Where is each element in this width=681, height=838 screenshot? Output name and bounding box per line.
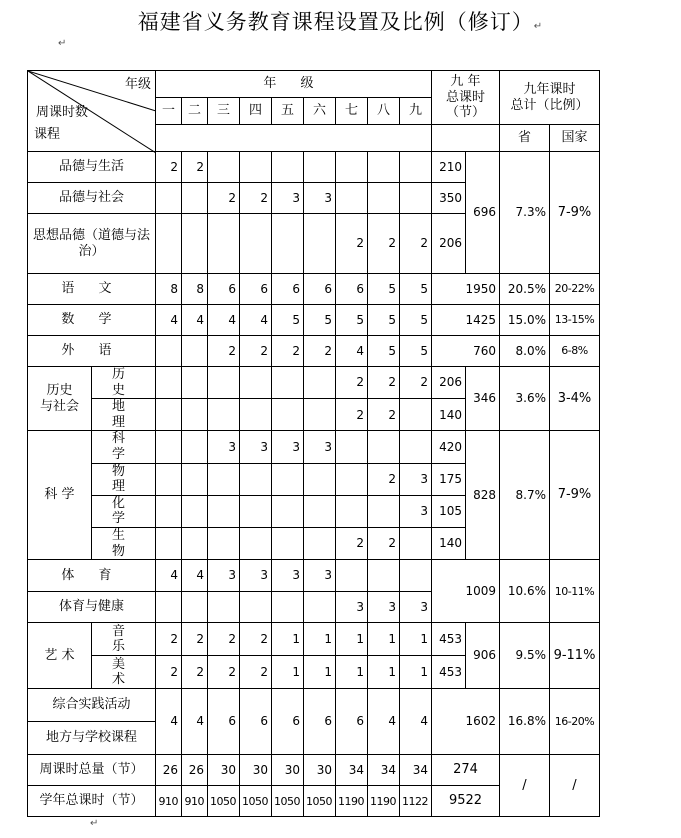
row-label: 物 理	[92, 463, 156, 495]
subtotal-cell: 420	[432, 431, 466, 463]
curriculum-table	[27, 70, 600, 817]
cell	[208, 495, 240, 527]
cell: 910	[156, 786, 182, 817]
cell: 3	[400, 463, 432, 495]
group-total: 696	[466, 152, 500, 274]
cell: 5	[400, 305, 432, 336]
cell: 34	[368, 755, 400, 786]
row-label: 美 术	[92, 656, 156, 689]
cell	[272, 527, 304, 559]
cell: 8	[156, 274, 182, 305]
group-total: 906	[466, 623, 500, 689]
table-row	[28, 623, 600, 656]
title-text: 福建省义务教育课程设置及比例（修订）	[137, 10, 534, 34]
cell	[304, 152, 336, 183]
cell: 2	[368, 463, 400, 495]
cell	[182, 463, 208, 495]
group-label: 科 学	[28, 431, 92, 560]
cell: 6	[304, 689, 336, 755]
cell: 5	[400, 274, 432, 305]
cell: 30	[208, 755, 240, 786]
subtotal-cell: 350	[432, 183, 466, 214]
ratio-header: 九年课时 总计（比例）	[500, 71, 600, 125]
row-label: 体 育	[28, 560, 156, 592]
paragraph-mark: ↵	[58, 38, 67, 49]
cell: 2	[240, 656, 272, 689]
row-label: 体育与健康	[28, 592, 156, 623]
row-label: 历 史	[92, 367, 156, 399]
cell: 6	[240, 689, 272, 755]
cell	[400, 560, 432, 592]
table-row	[28, 431, 600, 463]
subtotal-cell: 453	[432, 623, 466, 656]
cell	[208, 592, 240, 623]
nine-year-total-spacer	[432, 125, 500, 152]
table-row	[28, 274, 600, 305]
cell: 2	[208, 183, 240, 214]
cell: 30	[304, 755, 336, 786]
grade-8: 八	[368, 98, 400, 125]
cell	[272, 495, 304, 527]
cell: 4	[182, 689, 208, 755]
cell: 3	[400, 495, 432, 527]
nation-ratio: 20-22%	[550, 274, 600, 305]
cell: 1	[368, 623, 400, 656]
cell	[182, 399, 208, 431]
cell: 2	[304, 336, 336, 367]
table-row	[28, 755, 600, 786]
cell	[156, 399, 182, 431]
page-title	[0, 6, 681, 36]
row-label: 生 物	[92, 527, 156, 559]
cell	[368, 183, 400, 214]
cell	[400, 152, 432, 183]
cell: 1050	[208, 786, 240, 817]
group-total: 346	[466, 367, 500, 431]
nation-header: 国家	[550, 125, 600, 152]
table-row	[28, 336, 600, 367]
cell: 4	[208, 305, 240, 336]
cell: 5	[304, 305, 336, 336]
grade-header: 年 级	[156, 71, 432, 98]
group-total: 1602	[432, 689, 500, 755]
row-label: 化 学	[92, 495, 156, 527]
subtotal-cell: 453	[432, 656, 466, 689]
subtotal-cell: 210	[432, 152, 466, 183]
cell: 4	[182, 305, 208, 336]
cell	[336, 183, 368, 214]
cell: 2	[208, 656, 240, 689]
nation-ratio: 16-20%	[550, 689, 600, 755]
row-label: 地 理	[92, 399, 156, 431]
cell: 2	[272, 336, 304, 367]
paragraph-mark: ↵	[533, 21, 544, 32]
cell: 1050	[272, 786, 304, 817]
cell	[240, 463, 272, 495]
cell	[304, 592, 336, 623]
cell: 3	[240, 431, 272, 463]
cell: 34	[336, 755, 368, 786]
cell: 2	[368, 399, 400, 431]
cell: 2	[156, 656, 182, 689]
province-header: 省	[500, 125, 550, 152]
province-ratio: 8.7%	[500, 431, 550, 560]
cell: 4	[368, 689, 400, 755]
row-label: 地方与学校课程	[28, 722, 156, 755]
subtotal-cell: 105	[432, 495, 466, 527]
cell: 2	[240, 183, 272, 214]
cell: 4	[400, 689, 432, 755]
cell	[182, 431, 208, 463]
cell	[272, 399, 304, 431]
nation-ratio: 6-8%	[550, 336, 600, 367]
cell: 3	[304, 560, 336, 592]
cell: 1	[368, 656, 400, 689]
total-cell: 1425	[432, 305, 500, 336]
cell: 3	[272, 431, 304, 463]
total-cell: 274	[432, 755, 500, 786]
cell	[400, 183, 432, 214]
cell	[208, 399, 240, 431]
cell: 2	[182, 656, 208, 689]
cell	[156, 367, 182, 399]
cell	[336, 463, 368, 495]
cell: 2	[400, 367, 432, 399]
cell	[336, 495, 368, 527]
cell: 3	[208, 560, 240, 592]
cell	[156, 183, 182, 214]
cell: 4	[240, 305, 272, 336]
nation-ratio: 3-4%	[550, 367, 600, 431]
row-label: 周课时总量（节）	[28, 755, 156, 786]
cell	[304, 399, 336, 431]
subtotal-cell: 206	[432, 214, 466, 274]
cell	[368, 495, 400, 527]
cell	[182, 214, 208, 274]
row-label: 数 学	[28, 305, 156, 336]
province-ratio: 15.0%	[500, 305, 550, 336]
province-ratio: 7.3%	[500, 152, 550, 274]
cell	[182, 183, 208, 214]
cell: 3	[208, 431, 240, 463]
cell: 1050	[304, 786, 336, 817]
cell	[272, 592, 304, 623]
cell: 910	[182, 786, 208, 817]
cell: 1	[304, 623, 336, 656]
cell: 26	[156, 755, 182, 786]
group-label: 艺 术	[28, 623, 92, 689]
cell	[272, 463, 304, 495]
total-cell: 9522	[432, 786, 500, 817]
cell: 2	[400, 214, 432, 274]
cell	[156, 592, 182, 623]
cell: 2	[208, 336, 240, 367]
cell: 6	[208, 689, 240, 755]
cell: 5	[272, 305, 304, 336]
subtotal-cell: 206	[432, 367, 466, 399]
cell	[400, 527, 432, 559]
group-total: 828	[466, 431, 500, 560]
cell	[304, 527, 336, 559]
cell: 6	[240, 274, 272, 305]
cell: 5	[368, 274, 400, 305]
cell: 3	[272, 560, 304, 592]
cell	[304, 367, 336, 399]
table-row	[28, 560, 600, 592]
cell	[240, 527, 272, 559]
cell	[208, 527, 240, 559]
cell	[208, 463, 240, 495]
cell	[182, 592, 208, 623]
cell: 6	[336, 274, 368, 305]
cell: 3	[240, 560, 272, 592]
grade-6: 六	[304, 98, 336, 125]
grade-5: 五	[272, 98, 304, 125]
cell	[240, 152, 272, 183]
subtotal-cell: 140	[432, 399, 466, 431]
cell	[240, 367, 272, 399]
table-row	[28, 367, 600, 399]
cell: 1122	[400, 786, 432, 817]
paragraph-mark: ↵	[90, 818, 99, 829]
cell	[400, 399, 432, 431]
cell	[156, 214, 182, 274]
corner-weekly: 周课时数	[36, 105, 89, 120]
group-label: 历史 与社会	[28, 367, 92, 431]
cell: 6	[336, 689, 368, 755]
cell: 1	[304, 656, 336, 689]
province-slash: /	[500, 755, 550, 817]
cell: 4	[182, 560, 208, 592]
nation-ratio: 10-11%	[550, 560, 600, 623]
cell: 30	[240, 755, 272, 786]
cell: 2	[368, 367, 400, 399]
subtotal-cell: 140	[432, 527, 466, 559]
corner-header	[28, 71, 156, 152]
cell: 2	[336, 367, 368, 399]
cell: 3	[272, 183, 304, 214]
row-label: 学年总课时（节）	[28, 786, 156, 817]
row-label: 音 乐	[92, 623, 156, 656]
cell	[182, 527, 208, 559]
cell: 2	[182, 623, 208, 656]
cell	[240, 592, 272, 623]
total-cell: 1950	[432, 274, 500, 305]
cell	[368, 152, 400, 183]
grade-1: 一	[156, 98, 182, 125]
corner-course: 课程	[34, 127, 61, 143]
cell: 1	[336, 656, 368, 689]
cell	[240, 214, 272, 274]
group-total: 1009	[432, 560, 500, 623]
cell: 1	[272, 623, 304, 656]
province-ratio: 9.5%	[500, 623, 550, 689]
cell	[272, 152, 304, 183]
cell: 2	[368, 214, 400, 274]
grade-3: 三	[208, 98, 240, 125]
nation-ratio: 7-9%	[550, 431, 600, 560]
cell: 4	[156, 560, 182, 592]
cell	[182, 367, 208, 399]
grade-9: 九	[400, 98, 432, 125]
cell: 30	[272, 755, 304, 786]
cell: 2	[336, 214, 368, 274]
cell: 5	[368, 305, 400, 336]
province-ratio: 16.8%	[500, 689, 550, 755]
cell	[156, 527, 182, 559]
cell: 3	[304, 431, 336, 463]
total-cell: 760	[432, 336, 500, 367]
cell	[368, 431, 400, 463]
cell: 2	[156, 152, 182, 183]
province-ratio: 10.6%	[500, 560, 550, 623]
cell: 1050	[240, 786, 272, 817]
cell: 2	[208, 623, 240, 656]
cell: 5	[368, 336, 400, 367]
nation-ratio: 9-11%	[550, 623, 600, 689]
cell: 2	[368, 527, 400, 559]
row-label: 综合实践活动	[28, 689, 156, 722]
cell: 1	[272, 656, 304, 689]
row-label: 品德与生活	[28, 152, 156, 183]
grade-header-spacer	[156, 125, 432, 152]
cell: 3	[400, 592, 432, 623]
cell: 2	[182, 152, 208, 183]
cell	[304, 463, 336, 495]
nation-ratio: 7-9%	[550, 152, 600, 274]
cell	[336, 152, 368, 183]
cell	[208, 152, 240, 183]
cell: 3	[336, 592, 368, 623]
cell: 5	[400, 336, 432, 367]
cell	[304, 214, 336, 274]
cell: 2	[156, 623, 182, 656]
grade-7: 七	[336, 98, 368, 125]
cell	[182, 495, 208, 527]
cell	[272, 214, 304, 274]
nation-ratio: 13-15%	[550, 305, 600, 336]
cell	[208, 214, 240, 274]
cell: 1	[336, 623, 368, 656]
cell: 6	[272, 689, 304, 755]
table-row	[28, 689, 600, 722]
cell: 34	[400, 755, 432, 786]
cell: 3	[304, 183, 336, 214]
grade-4: 四	[240, 98, 272, 125]
cell: 6	[272, 274, 304, 305]
cell: 1190	[368, 786, 400, 817]
corner-grade: 年级	[124, 77, 151, 92]
cell: 2	[240, 336, 272, 367]
cell: 2	[336, 399, 368, 431]
cell: 8	[182, 274, 208, 305]
cell	[272, 367, 304, 399]
cell	[304, 495, 336, 527]
cell	[156, 336, 182, 367]
row-label: 科 学	[92, 431, 156, 463]
cell: 2	[240, 623, 272, 656]
cell	[156, 495, 182, 527]
cell: 1	[400, 656, 432, 689]
row-label: 外 语	[28, 336, 156, 367]
cell: 26	[182, 755, 208, 786]
grade-2: 二	[182, 98, 208, 125]
nation-slash: /	[550, 755, 600, 817]
cell: 4	[156, 689, 182, 755]
cell	[156, 463, 182, 495]
table-row	[28, 152, 600, 183]
province-ratio: 3.6%	[500, 367, 550, 431]
cell	[182, 336, 208, 367]
row-label: 语 文	[28, 274, 156, 305]
row-label: 品德与社会	[28, 183, 156, 214]
subtotal-cell: 175	[432, 463, 466, 495]
province-ratio: 8.0%	[500, 336, 550, 367]
cell	[368, 560, 400, 592]
cell	[400, 431, 432, 463]
cell: 4	[156, 305, 182, 336]
cell	[208, 367, 240, 399]
cell	[240, 495, 272, 527]
table-row	[28, 305, 600, 336]
cell	[336, 560, 368, 592]
cell: 5	[336, 305, 368, 336]
cell: 3	[368, 592, 400, 623]
cell: 2	[336, 527, 368, 559]
cell	[336, 431, 368, 463]
cell	[156, 431, 182, 463]
nine-year-total-header: 九 年 总课时 （节）	[432, 71, 500, 125]
cell: 6	[208, 274, 240, 305]
row-label: 思想品德（道德与法治）	[28, 214, 156, 274]
province-ratio: 20.5%	[500, 274, 550, 305]
cell: 4	[336, 336, 368, 367]
cell	[240, 399, 272, 431]
cell: 6	[304, 274, 336, 305]
cell: 1	[400, 623, 432, 656]
cell: 1190	[336, 786, 368, 817]
